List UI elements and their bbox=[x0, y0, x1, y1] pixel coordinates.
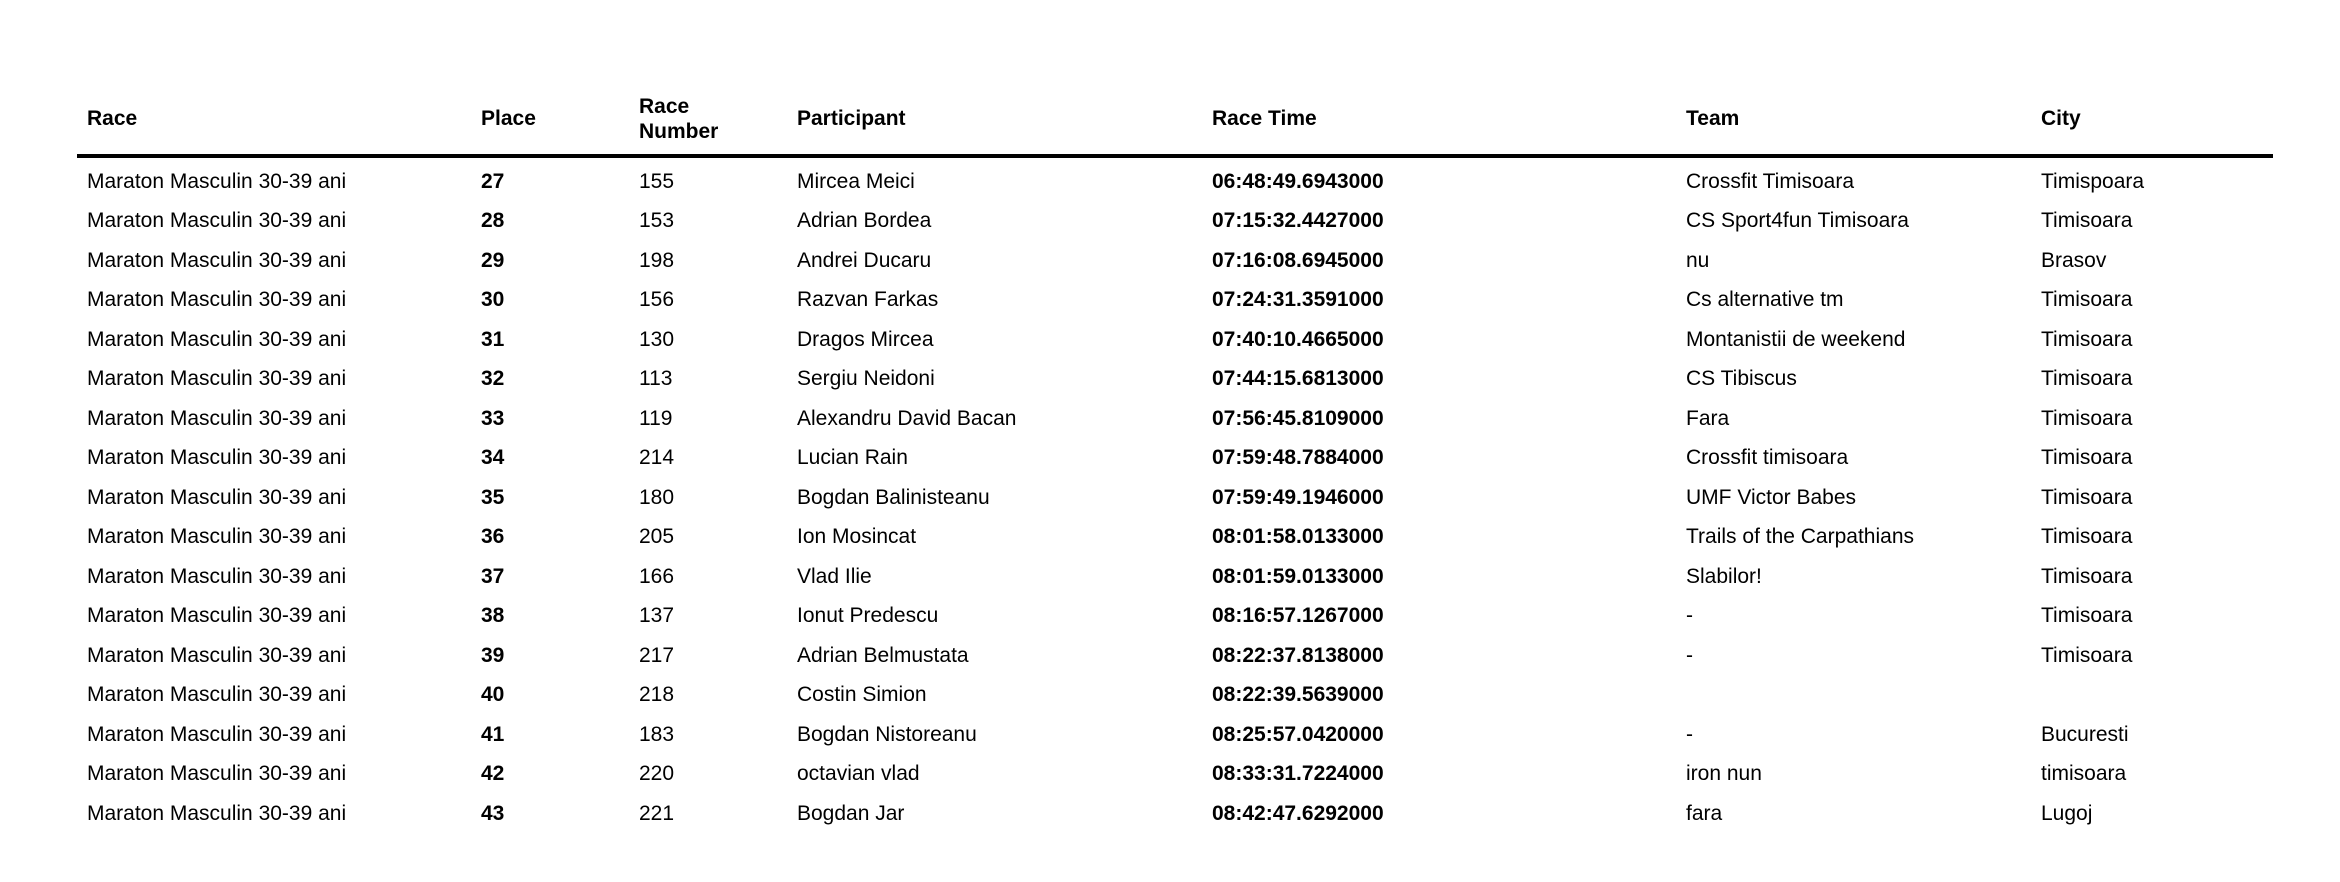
cell-race: Maraton Masculin 30-39 ani bbox=[87, 367, 347, 391]
header-city[interactable]: City bbox=[2041, 107, 2081, 130]
cell-team: Cs alternative tm bbox=[1686, 288, 1844, 312]
cell-city: Timisoara bbox=[2041, 209, 2133, 233]
cell-place: 29 bbox=[481, 248, 505, 272]
cell-race-number: 205 bbox=[639, 525, 675, 549]
cell-race: Maraton Masculin 30-39 ani bbox=[87, 446, 347, 470]
cell-race-number: 153 bbox=[639, 209, 675, 233]
cell-participant: Sergiu Neidoni bbox=[797, 367, 935, 391]
header-place[interactable]: Place bbox=[481, 107, 536, 130]
cell-participant: Lucian Rain bbox=[797, 446, 908, 470]
cell-place: 36 bbox=[481, 525, 505, 549]
cell-participant: Bogdan Balinisteanu bbox=[797, 485, 990, 509]
cell-race: Maraton Masculin 30-39 ani bbox=[87, 248, 347, 272]
cell-city: Brasov bbox=[2041, 248, 2107, 272]
cell-race-number: 137 bbox=[639, 604, 675, 628]
header-race-number-line2: Number bbox=[639, 120, 719, 143]
cell-race-time: 08:16:57.1267000 bbox=[1212, 604, 1384, 628]
table-body bbox=[77, 158, 2273, 834]
cell-race-number: 218 bbox=[639, 683, 675, 707]
cell-place: 28 bbox=[481, 209, 505, 233]
cell-race-number: 183 bbox=[639, 722, 675, 746]
cell-city: Timispoara bbox=[2041, 169, 2145, 193]
cell-city: Bucuresti bbox=[2041, 722, 2129, 746]
cell-race-time: 07:24:31.3591000 bbox=[1212, 288, 1384, 312]
cell-participant: Adrian Belmustata bbox=[797, 643, 969, 667]
cell-race-number: 130 bbox=[639, 327, 675, 351]
cell-participant: Alexandru David Bacan bbox=[797, 406, 1017, 430]
cell-race: Maraton Masculin 30-39 ani bbox=[87, 169, 347, 193]
cell-participant: octavian vlad bbox=[797, 762, 920, 786]
cell-city: Timisoara bbox=[2041, 485, 2133, 509]
cell-race-time: 07:40:10.4665000 bbox=[1212, 327, 1384, 351]
header-team[interactable]: Team bbox=[1686, 107, 1740, 130]
cell-place: 43 bbox=[481, 801, 505, 825]
cell-participant: Ionut Predescu bbox=[797, 604, 939, 628]
cell-race: Maraton Masculin 30-39 ani bbox=[87, 643, 347, 667]
cell-team: iron nun bbox=[1686, 762, 1762, 786]
cell-race: Maraton Masculin 30-39 ani bbox=[87, 288, 347, 312]
cell-place: 35 bbox=[481, 485, 505, 509]
cell-race-number: 214 bbox=[639, 446, 675, 470]
cell-race: Maraton Masculin 30-39 ani bbox=[87, 683, 347, 707]
cell-race-time: 08:22:37.8138000 bbox=[1212, 643, 1384, 667]
cell-city: Timisoara bbox=[2041, 367, 2133, 391]
cell-team: Trails of the Carpathians bbox=[1686, 525, 1914, 549]
cell-team: CS Tibiscus bbox=[1686, 367, 1797, 391]
cell-race-number: 113 bbox=[639, 367, 673, 391]
header-race[interactable]: Race bbox=[87, 107, 138, 130]
cell-race-time: 07:16:08.6945000 bbox=[1212, 248, 1384, 272]
cell-race: Maraton Masculin 30-39 ani bbox=[87, 564, 347, 588]
cell-place: 34 bbox=[481, 446, 505, 470]
cell-race-time: 07:59:48.7884000 bbox=[1212, 446, 1384, 470]
cell-place: 33 bbox=[481, 406, 505, 430]
table-row bbox=[77, 360, 2273, 400]
cell-participant: Dragos Mircea bbox=[797, 327, 934, 351]
cell-race: Maraton Masculin 30-39 ani bbox=[87, 209, 347, 233]
cell-participant: Mircea Meici bbox=[797, 169, 915, 193]
cell-place: 30 bbox=[481, 288, 505, 312]
table-row bbox=[77, 794, 2273, 834]
cell-race-number: 119 bbox=[639, 406, 673, 430]
cell-race-time: 08:01:58.0133000 bbox=[1212, 525, 1384, 549]
cell-race-number: 220 bbox=[639, 762, 675, 786]
cell-city: Timisoara bbox=[2041, 327, 2133, 351]
cell-race: Maraton Masculin 30-39 ani bbox=[87, 801, 347, 825]
cell-team: - bbox=[1686, 643, 1693, 667]
cell-race: Maraton Masculin 30-39 ani bbox=[87, 722, 347, 746]
cell-team: Slabilor! bbox=[1686, 564, 1762, 588]
cell-race-time: 07:44:15.6813000 bbox=[1212, 367, 1384, 391]
table-row bbox=[77, 162, 2273, 202]
cell-team: nu bbox=[1686, 248, 1710, 272]
cell-participant: Adrian Bordea bbox=[797, 209, 932, 233]
cell-race-number: 155 bbox=[639, 169, 675, 193]
cell-team: CS Sport4fun Timisoara bbox=[1686, 209, 1909, 233]
cell-race-time: 08:42:47.6292000 bbox=[1212, 801, 1384, 825]
table-row bbox=[77, 597, 2273, 637]
cell-city: Timisoara bbox=[2041, 564, 2133, 588]
cell-place: 32 bbox=[481, 367, 505, 391]
cell-race-time: 07:15:32.4427000 bbox=[1212, 209, 1384, 233]
cell-race-number: 166 bbox=[639, 564, 675, 588]
cell-participant: Bogdan Jar bbox=[797, 801, 905, 825]
cell-place: 41 bbox=[481, 722, 505, 746]
cell-place: 39 bbox=[481, 643, 505, 667]
cell-race: Maraton Masculin 30-39 ani bbox=[87, 604, 347, 628]
cell-race-time: 08:25:57.0420000 bbox=[1212, 722, 1384, 746]
cell-team: Crossfit timisoara bbox=[1686, 446, 1849, 470]
cell-city: Timisoara bbox=[2041, 643, 2133, 667]
header-participant[interactable]: Participant bbox=[797, 107, 906, 130]
cell-race: Maraton Masculin 30-39 ani bbox=[87, 762, 347, 786]
cell-city: Timisoara bbox=[2041, 406, 2133, 430]
cell-place: 37 bbox=[481, 564, 505, 588]
cell-participant: Vlad Ilie bbox=[797, 564, 872, 588]
cell-team: UMF Victor Babes bbox=[1686, 485, 1856, 509]
cell-city: timisoara bbox=[2041, 762, 2127, 786]
cell-city: Lugoj bbox=[2041, 801, 2093, 825]
cell-city: Timisoara bbox=[2041, 604, 2133, 628]
results-table bbox=[77, 88, 2273, 834]
header-race-time[interactable]: Race Time bbox=[1212, 107, 1317, 130]
cell-race-time: 06:48:49.6943000 bbox=[1212, 169, 1384, 193]
table-header bbox=[77, 88, 2273, 158]
cell-city: Timisoara bbox=[2041, 525, 2133, 549]
cell-race-time: 08:33:31.7224000 bbox=[1212, 762, 1384, 786]
table-row bbox=[77, 439, 2273, 479]
cell-place: 27 bbox=[481, 169, 505, 193]
header-race-number[interactable] bbox=[629, 94, 787, 144]
table-row bbox=[77, 715, 2273, 755]
cell-team: Montanistii de weekend bbox=[1686, 327, 1906, 351]
cell-race: Maraton Masculin 30-39 ani bbox=[87, 406, 347, 430]
cell-race-time: 08:01:59.0133000 bbox=[1212, 564, 1384, 588]
table-row bbox=[77, 202, 2273, 242]
table-row bbox=[77, 518, 2273, 558]
table-row bbox=[77, 478, 2273, 518]
cell-race: Maraton Masculin 30-39 ani bbox=[87, 327, 347, 351]
cell-place: 31 bbox=[481, 327, 505, 351]
cell-team: Crossfit Timisoara bbox=[1686, 169, 1855, 193]
table-row bbox=[77, 241, 2273, 281]
cell-race-time: 07:56:45.8109000 bbox=[1212, 406, 1384, 430]
cell-race-time: 08:22:39.5639000 bbox=[1212, 683, 1384, 707]
cell-race-time: 07:59:49.1946000 bbox=[1212, 485, 1384, 509]
cell-race-number: 217 bbox=[639, 643, 675, 667]
cell-race-number: 198 bbox=[639, 248, 675, 272]
cell-team: Fara bbox=[1686, 406, 1730, 430]
cell-team: - bbox=[1686, 722, 1693, 746]
cell-city: Timisoara bbox=[2041, 446, 2133, 470]
table-row bbox=[77, 557, 2273, 597]
cell-team: - bbox=[1686, 604, 1693, 628]
table-row bbox=[77, 399, 2273, 439]
cell-participant: Bogdan Nistoreanu bbox=[797, 722, 977, 746]
cell-participant: Razvan Farkas bbox=[797, 288, 939, 312]
table-row bbox=[77, 281, 2273, 321]
cell-race-number: 180 bbox=[639, 485, 675, 509]
cell-participant: Andrei Ducaru bbox=[797, 248, 932, 272]
cell-city: Timisoara bbox=[2041, 288, 2133, 312]
table-row bbox=[77, 636, 2273, 676]
header-race-number-line1: Race bbox=[639, 95, 690, 118]
cell-race-number: 221 bbox=[639, 801, 675, 825]
cell-participant: Costin Simion bbox=[797, 683, 927, 707]
cell-place: 42 bbox=[481, 762, 505, 786]
cell-race: Maraton Masculin 30-39 ani bbox=[87, 525, 347, 549]
cell-participant: Ion Mosincat bbox=[797, 525, 917, 549]
cell-place: 40 bbox=[481, 683, 505, 707]
table-row bbox=[77, 676, 2273, 716]
cell-race: Maraton Masculin 30-39 ani bbox=[87, 485, 347, 509]
cell-team: fara bbox=[1686, 801, 1723, 825]
table-row bbox=[77, 755, 2273, 795]
cell-race-number: 156 bbox=[639, 288, 675, 312]
table-row bbox=[77, 320, 2273, 360]
cell-place: 38 bbox=[481, 604, 505, 628]
